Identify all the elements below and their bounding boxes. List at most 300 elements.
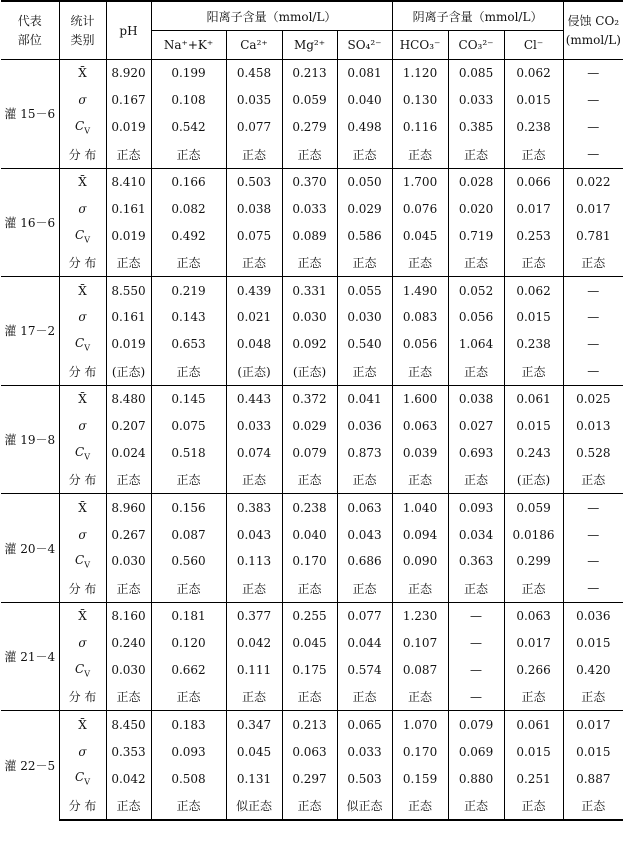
table-cell: 0.045 [226,738,282,765]
table-cell: 0.503 [226,168,282,195]
table-cell: 0.085 [448,60,504,87]
table-cell: 0.077 [226,114,282,141]
table-cell: 正态 [392,683,448,710]
table-cell: 正态 [448,792,504,820]
table-cell: 0.145 [151,385,226,412]
table-row [1,168,623,195]
stat-label: X̄ [59,168,106,195]
table-cell: 0.015 [504,304,563,331]
table-cell: 正态 [151,141,226,168]
table-cell: 0.083 [392,304,448,331]
table-cell: 0.719 [448,222,504,249]
table-cell: 0.540 [337,331,392,358]
table-cell: 0.161 [106,195,151,222]
table-cell: 0.207 [106,413,151,440]
table-cell: 0.030 [282,304,337,331]
table-cell: — [563,277,623,304]
table-cell: 正态 [151,683,226,710]
table-cell: 0.170 [392,738,448,765]
table-cell: 0.372 [282,385,337,412]
table-cell: 0.050 [337,168,392,195]
table-cell: 0.077 [337,602,392,629]
stat-label: σ [59,195,106,222]
table-cell: 正态 [282,141,337,168]
table-cell: 正态 [504,358,563,385]
stat-label: X̄ [59,711,106,738]
table-cell: 0.219 [151,277,226,304]
table-cell: 正态 [448,575,504,602]
table-cell: 0.033 [226,413,282,440]
stat-label: $C_V$ [59,548,106,575]
table-cell: 0.061 [504,711,563,738]
table-cell: 0.017 [563,195,623,222]
table-cell: 0.503 [337,765,392,792]
table-cell: 0.075 [226,222,282,249]
table-cell: 0.353 [106,738,151,765]
stat-label: 分 布 [59,683,106,710]
stat-label: σ [59,630,106,657]
table-cell: 正态 [392,792,448,820]
table-cell: 0.528 [563,439,623,466]
table-cell: (正态) [282,358,337,385]
table-cell: 8.960 [106,494,151,521]
table-row [1,683,623,710]
table-cell: 正态 [337,466,392,493]
table-cell: 正态 [563,466,623,493]
table-cell: 0.045 [392,222,448,249]
table-cell: 0.079 [282,439,337,466]
table-cell: 0.458 [226,60,282,87]
table-cell: 正态 [448,249,504,276]
table-cell: 正态 [563,792,623,820]
table-cell: 正态 [448,466,504,493]
stat-label: 分 布 [59,575,106,602]
table-cell: 似正态 [337,792,392,820]
table-cell: 0.653 [151,331,226,358]
site-label: 灌 19－8 [1,385,59,494]
table-row [1,738,623,765]
site-label: 灌 22－5 [1,711,59,820]
table-cell: 0.030 [106,657,151,684]
table-cell: 0.377 [226,602,282,629]
header-ph: pH [106,1,151,60]
site-label: 灌 17－2 [1,277,59,386]
header-col-hco3: HCO₃⁻ [392,31,448,60]
table-cell: 0.015 [563,630,623,657]
table-cell: 0.116 [392,114,448,141]
table-cell: 0.044 [337,630,392,657]
table-row [1,792,623,820]
table-cell: 似正态 [226,792,282,820]
table-row [1,222,623,249]
table-cell: 正态 [226,249,282,276]
table-cell: — [448,683,504,710]
table-row [1,195,623,222]
table-cell: 0.059 [282,87,337,114]
table-cell: 0.092 [282,331,337,358]
table-cell: 正态 [282,575,337,602]
table-row [1,548,623,575]
table-cell: 0.020 [448,195,504,222]
table-cell: — [563,575,623,602]
table-cell: 正态 [151,575,226,602]
table-cell: (正态) [504,466,563,493]
table-cell: 正态 [226,575,282,602]
table-cell: 正态 [392,249,448,276]
table-cell: 正态 [337,683,392,710]
stat-label: X̄ [59,385,106,412]
table-cell: 0.880 [448,765,504,792]
header-site: 代表 部位 [1,1,59,60]
table-cell: 0.025 [563,385,623,412]
table-row [1,249,623,276]
table-cell: 0.439 [226,277,282,304]
table-cell: 0.107 [392,630,448,657]
header-col-na-k: Na⁺+K⁺ [151,31,226,60]
header-col-so4: SO₄²⁻ [337,31,392,60]
table-row [1,277,623,304]
table-cell: 0.019 [106,114,151,141]
table-cell: 0.243 [504,439,563,466]
table-cell: 正态 [392,466,448,493]
table-cell: 0.253 [504,222,563,249]
table-cell: 0.036 [563,602,623,629]
table-cell: 0.036 [337,413,392,440]
stat-label: $C_V$ [59,331,106,358]
table-cell: (正态) [226,358,282,385]
table-cell: 0.0186 [504,521,563,548]
table-cell: 0.266 [504,657,563,684]
table-cell: 正态 [337,249,392,276]
table-cell: 8.920 [106,60,151,87]
table-cell: 0.015 [504,413,563,440]
table-cell: 0.347 [226,711,282,738]
table-cell: — [563,521,623,548]
table-cell: 正态 [226,466,282,493]
table-cell: 0.240 [106,630,151,657]
site-label: 灌 21－4 [1,602,59,711]
table-cell: 0.063 [337,494,392,521]
table-cell: 8.450 [106,711,151,738]
table-cell: 0.087 [151,521,226,548]
table-cell: 0.238 [504,114,563,141]
table-cell: 正态 [504,792,563,820]
table-cell: — [448,602,504,629]
table-row [1,630,623,657]
table-cell: 8.480 [106,385,151,412]
stat-label: $C_V$ [59,439,106,466]
table-cell: 0.042 [226,630,282,657]
table-cell: — [563,114,623,141]
table-cell: 0.093 [151,738,226,765]
stat-label: $C_V$ [59,222,106,249]
table-cell: 0.094 [392,521,448,548]
table-cell: 0.693 [448,439,504,466]
table-cell: 0.087 [392,657,448,684]
table-cell: 0.028 [448,168,504,195]
table-cell: 0.181 [151,602,226,629]
table-cell: 0.015 [504,738,563,765]
table-cell: 正态 [563,683,623,710]
table-cell: — [563,494,623,521]
table-cell: 0.363 [448,548,504,575]
stat-label: 分 布 [59,249,106,276]
table-body [1,60,623,820]
table-cell: 0.075 [151,413,226,440]
table-cell: 正态 [392,575,448,602]
table-cell: 0.027 [448,413,504,440]
table-cell: 0.019 [106,222,151,249]
table-cell: 0.090 [392,548,448,575]
table-cell: — [448,630,504,657]
table-cell: 正态 [226,683,282,710]
table-cell: 正态 [504,683,563,710]
table-cell: 0.029 [337,195,392,222]
table-cell: 正态 [106,683,151,710]
table-cell: 0.251 [504,765,563,792]
stat-label: $C_V$ [59,114,106,141]
table-cell: 0.038 [448,385,504,412]
table-cell: 0.033 [448,87,504,114]
table-cell: 8.160 [106,602,151,629]
table-cell: 0.040 [337,87,392,114]
table-cell: 0.267 [106,521,151,548]
table-cell: 0.079 [448,711,504,738]
table-cell: 正态 [226,141,282,168]
table-cell: 0.255 [282,602,337,629]
table-cell: 0.063 [282,738,337,765]
table-cell: 0.066 [504,168,563,195]
table-cell: 0.156 [151,494,226,521]
stat-label: 分 布 [59,358,106,385]
table-cell: 正态 [504,575,563,602]
table-cell: 0.238 [504,331,563,358]
table-row [1,466,623,493]
table-cell: 0.082 [151,195,226,222]
table-cell: 1.700 [392,168,448,195]
header-col-co3: CO₃²⁻ [448,31,504,60]
table-cell: 1.040 [392,494,448,521]
table-cell: 0.175 [282,657,337,684]
ion-statistics-table [1,0,623,821]
stat-label: σ [59,413,106,440]
table-cell: 0.033 [282,195,337,222]
table-cell: 0.093 [448,494,504,521]
table-cell: 0.089 [282,222,337,249]
table-cell: 0.062 [504,60,563,87]
table-cell: — [563,331,623,358]
table-cell: 0.420 [563,657,623,684]
table-cell: 0.017 [563,711,623,738]
table-cell: 0.015 [504,87,563,114]
table-cell: 0.385 [448,114,504,141]
table-cell: 0.069 [448,738,504,765]
table-cell: 0.199 [151,60,226,87]
table-cell: 0.383 [226,494,282,521]
stat-label: σ [59,521,106,548]
table-cell: 正态 [151,249,226,276]
table-cell: 1.230 [392,602,448,629]
table-cell: 0.033 [337,738,392,765]
table-cell: 0.279 [282,114,337,141]
table-cell: 正态 [151,792,226,820]
table-cell: 0.508 [151,765,226,792]
table-row [1,439,623,466]
table-cell: 0.042 [106,765,151,792]
table-cell: 0.019 [106,331,151,358]
table-cell: 0.030 [106,548,151,575]
table-cell: 0.052 [448,277,504,304]
table-cell: 0.111 [226,657,282,684]
table-cell: 1.490 [392,277,448,304]
table-row [1,385,623,412]
table-cell: 正态 [392,141,448,168]
header-stat: 统计 类别 [59,1,106,60]
stat-label: σ [59,738,106,765]
stat-label: X̄ [59,602,106,629]
table-cell: 0.065 [337,711,392,738]
table-cell: 正态 [282,466,337,493]
table-cell: 0.045 [282,630,337,657]
table-row [1,575,623,602]
table-cell: 0.043 [226,521,282,548]
site-label: 灌 15－6 [1,60,59,169]
table-cell: 0.331 [282,277,337,304]
header-col-cl: Cl⁻ [504,31,563,60]
table-cell: 0.074 [226,439,282,466]
table-row [1,114,623,141]
table-cell: 正态 [392,358,448,385]
table-cell: 0.061 [504,385,563,412]
header-col-mg: Mg²⁺ [282,31,337,60]
table-cell: 0.017 [504,630,563,657]
table-cell: 正态 [282,249,337,276]
table-cell: 0.013 [563,413,623,440]
table-cell: 正态 [563,249,623,276]
table-cell: 0.076 [392,195,448,222]
table-cell: 0.498 [337,114,392,141]
table-cell: 0.299 [504,548,563,575]
table-cell: 0.183 [151,711,226,738]
stat-label: X̄ [59,60,106,87]
table-row [1,494,623,521]
table-cell: 正态 [448,358,504,385]
table-cell: — [563,87,623,114]
table-cell: 正态 [151,358,226,385]
table-cell: 0.213 [282,60,337,87]
table-cell: 0.059 [504,494,563,521]
table-cell: 0.040 [282,521,337,548]
table-cell: 0.781 [563,222,623,249]
header-co2: 侵蚀 CO₂ (mmol/L) [563,1,623,60]
table-cell: 0.063 [504,602,563,629]
table-cell: — [563,548,623,575]
table-cell: 0.686 [337,548,392,575]
table-cell: 8.550 [106,277,151,304]
table-cell: — [563,60,623,87]
table-cell: 0.108 [151,87,226,114]
table-cell: 正态 [504,249,563,276]
table-row [1,87,623,114]
table-cell: 0.029 [282,413,337,440]
table-cell: 0.038 [226,195,282,222]
table-cell: — [563,358,623,385]
stat-label: X̄ [59,277,106,304]
table-row [1,304,623,331]
table-cell: 0.021 [226,304,282,331]
table-cell: 0.063 [392,413,448,440]
table-cell: 0.560 [151,548,226,575]
table-cell: 8.410 [106,168,151,195]
table-cell: 正态 [337,358,392,385]
table-cell: 1.070 [392,711,448,738]
table-cell: 正态 [337,575,392,602]
table-cell: 正态 [106,141,151,168]
table-cell: 0.035 [226,87,282,114]
table-cell: 0.015 [563,738,623,765]
site-label: 灌 20－4 [1,494,59,603]
table-cell: 正态 [106,249,151,276]
table-cell: 正态 [282,792,337,820]
table-cell: 0.159 [392,765,448,792]
stat-label: $C_V$ [59,657,106,684]
table-cell: 0.017 [504,195,563,222]
table-cell: 正态 [106,792,151,820]
table-cell: 0.034 [448,521,504,548]
table-row [1,657,623,684]
table-cell: 0.055 [337,277,392,304]
table-cell: 0.024 [106,439,151,466]
table-cell: — [563,304,623,331]
table-cell: 0.887 [563,765,623,792]
table-cell: 0.574 [337,657,392,684]
table-cell: 1.064 [448,331,504,358]
table-cell: 正态 [504,141,563,168]
table-cell: 0.238 [282,494,337,521]
table-cell: 0.166 [151,168,226,195]
table-row [1,331,623,358]
table-cell: 0.586 [337,222,392,249]
table-cell: 0.873 [337,439,392,466]
table-cell: 0.297 [282,765,337,792]
table-cell: — [563,141,623,168]
table-row [1,413,623,440]
stat-label: σ [59,304,106,331]
header-col-ca: Ca²⁺ [226,31,282,60]
table-cell: 1.120 [392,60,448,87]
table-cell: 0.120 [151,630,226,657]
table-cell: 0.130 [392,87,448,114]
table-cell: 0.062 [504,277,563,304]
stat-label: X̄ [59,494,106,521]
table-cell: 0.043 [337,521,392,548]
table-cell: 正态 [337,141,392,168]
table-row [1,711,623,738]
table-cell: 正态 [448,141,504,168]
table-cell: 0.113 [226,548,282,575]
stat-label: σ [59,87,106,114]
table-cell: 0.170 [282,548,337,575]
table-row [1,602,623,629]
table-cell: 0.041 [337,385,392,412]
table-cell: 正态 [106,466,151,493]
table-cell: 0.131 [226,765,282,792]
stat-label: 分 布 [59,466,106,493]
table-cell: 0.161 [106,304,151,331]
table-cell: 正态 [106,575,151,602]
table-cell: 0.056 [448,304,504,331]
table-cell: 0.056 [392,331,448,358]
